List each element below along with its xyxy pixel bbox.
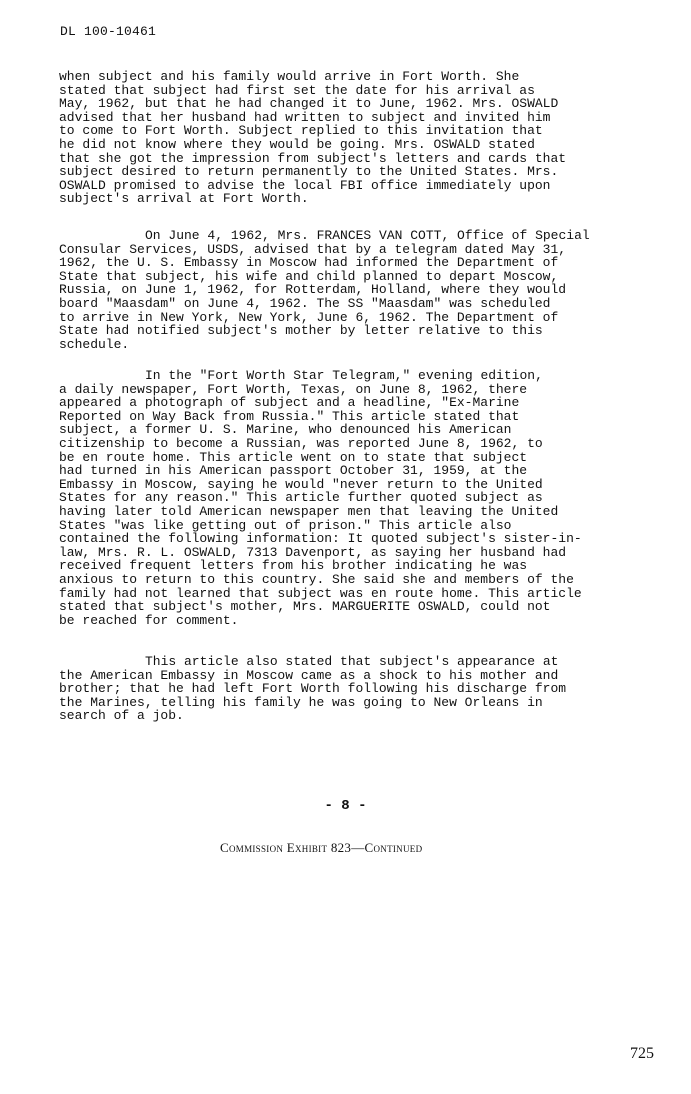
paragraph-line: having later told American newspaper men that leaving the United: [59, 503, 559, 519]
paragraph-2: [59, 229, 639, 351]
paragraph-line: OSWALD promised to advise the local FBI office immediately upon: [59, 177, 551, 193]
paragraph-line: board "Maasdam" on June 4, 1962. The SS "Maasdam" was scheduled: [59, 295, 551, 311]
exhibit-caption: [220, 840, 422, 856]
paragraph-line: be en route home. This article went on to state that subject: [59, 449, 528, 465]
paragraph-line: Russia, on June 1, 1962, for Rotterdam, Holland, where they would: [59, 282, 567, 298]
paragraph-line: May, 1962, but that he had changed it to June, 1962. Mrs. OSWALD: [59, 96, 559, 112]
paragraph-line: stated that subject's mother, Mrs. MARGUERITE OSWALD, could not: [59, 599, 551, 615]
paragraph-line: be reached for comment.: [59, 612, 239, 628]
paragraph-line: This article also stated that subject's appearance at: [145, 654, 559, 669]
paragraph-line: when subject and his family would arrive in Fort Worth. She: [59, 69, 520, 84]
volume-page-number: 725: [630, 1045, 654, 1062]
paragraph-line: to come to Fort Worth. Subject replied to this invitation that: [59, 123, 543, 139]
paragraph-line: stated that subject had first set the date for his arrival as: [59, 82, 535, 98]
paragraph-line: the Marines, telling his family he was going to New Orleans in: [59, 694, 543, 710]
paragraph-line: State had notified subject's mother by letter relative to this: [59, 323, 543, 339]
paragraph-line: the American Embassy in Moscow came as a shock to his mother and: [59, 667, 559, 683]
paragraph-line: had turned in his American passport October 31, 1959, at the: [59, 463, 528, 479]
paragraph-line: On June 4, 1962, Mrs. FRANCES VAN COTT, Office of Special: [145, 228, 590, 243]
paragraph-line: search of a job.: [59, 708, 184, 724]
paragraph-line: Reported on Way Back from Russia." This article stated that: [59, 408, 520, 424]
page-number: - 8 -: [324, 798, 367, 814]
paragraph-line: In the "Fort Worth Star Telegram," evening edition,: [145, 368, 543, 383]
paragraph-line: States "was like getting out of prison." This article also: [59, 517, 512, 533]
file-number: DL 100-10461: [60, 24, 157, 39]
exhibit-caption-text: Commission Exhibit 823—Continued: [220, 840, 423, 855]
paragraph-line: advised that her husband had written to subject and invited him: [59, 109, 551, 125]
paragraph-line: subject, a former U. S. Marine, who denounced his American: [59, 422, 512, 438]
paragraph-line: he did not know where they would be going. Mrs. OSWALD stated: [59, 136, 535, 152]
paragraph-line: law, Mrs. R. L. OSWALD, 7313 Davenport, as saying her husband had: [59, 544, 567, 560]
paragraph-line: subject desired to return permanently to the United States. Mrs.: [59, 164, 559, 180]
paragraph-line: 1962, the U. S. Embassy in Moscow had informed the Department of: [59, 255, 559, 271]
paragraph-line: that she got the impression from subject's letters and cards that: [59, 150, 567, 166]
paragraph-line: to arrive in New York, New York, June 6, 1962. The Department of: [59, 309, 559, 325]
paragraph-4: [59, 655, 639, 723]
paragraph-line: brother; that he had left Fort Worth following his discharge from: [59, 681, 567, 697]
paragraph-line: States for any reason." This article further quoted subject as: [59, 490, 543, 506]
paragraph-line: citizenship to become a Russian, was reported June 8, 1962, to: [59, 435, 543, 451]
paragraph-3: [59, 369, 639, 627]
paragraph-line: family had not learned that subject was en route home. This article: [59, 585, 582, 601]
paragraph-line: received frequent letters from his brother indicating he was: [59, 558, 528, 574]
paragraph-line: Embassy in Moscow, saying he would "never return to the United: [59, 476, 543, 492]
paragraph-line: State that subject, his wife and child planned to depart Moscow,: [59, 268, 559, 284]
paragraph-line: schedule.: [59, 336, 130, 352]
paragraph-line: appeared a photograph of subject and a headline, "Ex-Marine: [59, 395, 520, 411]
paragraph-line: contained the following information: It quoted subject's sister-in-: [59, 531, 582, 547]
paragraph-1: [59, 70, 639, 206]
paragraph-line: subject's arrival at Fort Worth.: [59, 191, 309, 207]
paragraph-line: Consular Services, USDS, advised that by a telegram dated May 31,: [59, 241, 567, 257]
paragraph-line: anxious to return to this country. She said she and members of the: [59, 571, 574, 587]
paragraph-line: a daily newspaper, Fort Worth, Texas, on June 8, 1962, there: [59, 381, 528, 397]
